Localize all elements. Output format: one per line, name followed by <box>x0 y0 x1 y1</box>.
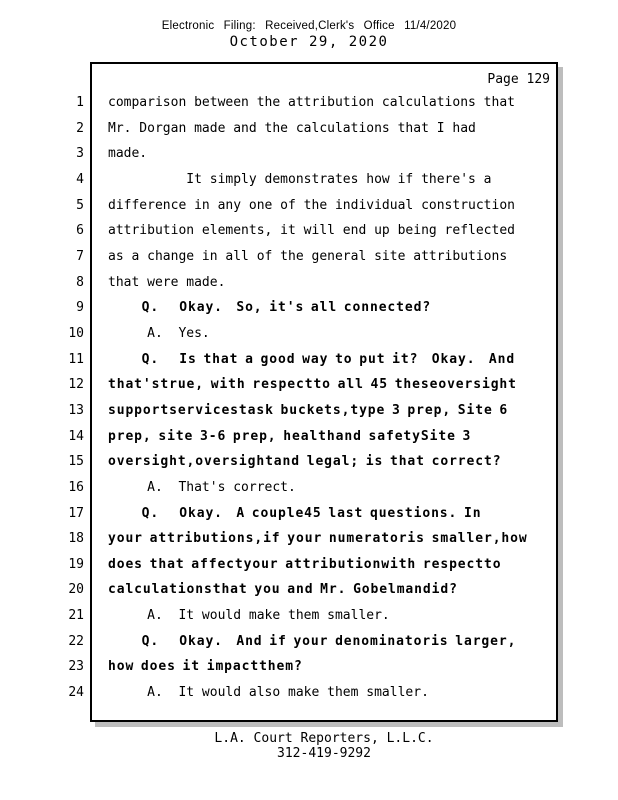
transcript-line <box>0 90 618 116</box>
line-number: 11 <box>68 351 84 367</box>
transcript-lines <box>0 90 618 706</box>
line-text: It simply demonstrates how if there's a <box>108 171 492 187</box>
line-number: 9 <box>76 300 84 316</box>
court-reporter-phone: 312-419-9292 <box>277 746 371 761</box>
court-reporter-name: L.A. Court Reporters, L.L.C. <box>214 731 434 746</box>
line-text: that were made. <box>108 274 226 290</box>
transcript-line <box>0 654 618 680</box>
line-number: 12 <box>68 377 84 393</box>
line-text: made. <box>108 146 148 162</box>
line-number: 15 <box>68 454 84 470</box>
line-number: 6 <box>76 223 84 239</box>
line-number: 20 <box>68 582 84 598</box>
transcript-line <box>0 372 618 398</box>
efiling-stamp: Electronic Filing: Received,Clerk's Office 11/4/2020 <box>161 20 457 32</box>
line-text: A. It would make them smaller. <box>108 608 390 624</box>
line-text: that'strue, with respectto all 45 theseoversight <box>108 377 517 393</box>
line-number: 19 <box>68 556 84 572</box>
line-number: 2 <box>76 120 84 136</box>
document-header <box>0 20 618 50</box>
line-number: 14 <box>68 428 84 444</box>
line-number: 5 <box>76 197 84 213</box>
transcript-line <box>0 270 618 296</box>
line-number: 23 <box>68 659 84 675</box>
transcript-line <box>0 526 618 552</box>
line-number: 24 <box>68 685 84 701</box>
line-number: 13 <box>68 402 84 418</box>
line-text: oversight,oversightand legal; is that correct? <box>108 454 502 470</box>
line-text: your attributions,if your numeratoris smaller,how <box>108 531 528 547</box>
line-text: calculationsthat you and Mr. Gobelmandid? <box>108 582 458 598</box>
transcript-line <box>0 116 618 142</box>
line-text: Mr. Dorgan made and the calculations that I had <box>108 120 476 136</box>
transcript-line <box>0 193 618 219</box>
line-text: Q. Is that a good way to put it? Okay. And <box>108 351 516 367</box>
line-text: Q. Okay. A couple45 last questions. In <box>108 505 482 521</box>
transcript-line <box>0 321 618 347</box>
transcript-line <box>0 167 618 193</box>
line-text: difference in any one of the individual construction <box>108 197 515 213</box>
transcript-line <box>0 347 618 373</box>
transcript-line <box>0 680 618 706</box>
line-number: 22 <box>68 633 84 649</box>
line-number: 8 <box>76 274 84 290</box>
line-number: 18 <box>68 531 84 547</box>
line-number: 10 <box>68 325 84 341</box>
line-number: 4 <box>76 171 84 187</box>
line-number: 3 <box>76 146 84 162</box>
line-text: how does it impactthem? <box>108 659 303 675</box>
transcript-line <box>0 475 618 501</box>
line-text: A. It would also make them smaller. <box>108 685 429 701</box>
line-text: prep, site 3-6 prep, healthand safetySite 3 <box>108 428 472 444</box>
line-number: 17 <box>68 505 84 521</box>
transcript-line <box>0 244 618 270</box>
transcript-line <box>0 629 618 655</box>
line-text: Q. Okay. And if your denominatoris larger, <box>108 633 517 649</box>
transcript-line <box>0 141 618 167</box>
line-number: 1 <box>76 95 84 110</box>
document-footer <box>90 731 558 761</box>
line-text: comparison between the attribution calculations that <box>108 95 515 110</box>
line-text: as a change in all of the general site attributions <box>108 248 508 264</box>
transcript-line <box>0 552 618 578</box>
line-number: 7 <box>76 248 84 264</box>
line-text: does that affectyour attributionwith respectto <box>108 556 502 572</box>
transcript-line <box>0 398 618 424</box>
transcript-line <box>0 603 618 629</box>
transcript-line <box>0 577 618 603</box>
line-number: 21 <box>68 608 84 624</box>
line-text: attribution elements, it will end up being reflected <box>108 223 515 239</box>
line-text: A. That's correct. <box>108 479 296 495</box>
page-number: Page 129 <box>487 72 550 87</box>
transcript-line <box>0 501 618 527</box>
transcript-line <box>0 218 618 244</box>
line-text: Q. Okay. So, it's all connected? <box>108 300 432 316</box>
line-text: supportservicestask buckets,type 3 prep, Site 6 <box>108 402 509 418</box>
transcript-line <box>0 295 618 321</box>
deposition-date: October 29, 2020 <box>229 34 389 50</box>
line-number: 16 <box>68 479 84 495</box>
line-text: A. Yes. <box>108 325 210 341</box>
transcript-line <box>0 449 618 475</box>
transcript-line <box>0 424 618 450</box>
